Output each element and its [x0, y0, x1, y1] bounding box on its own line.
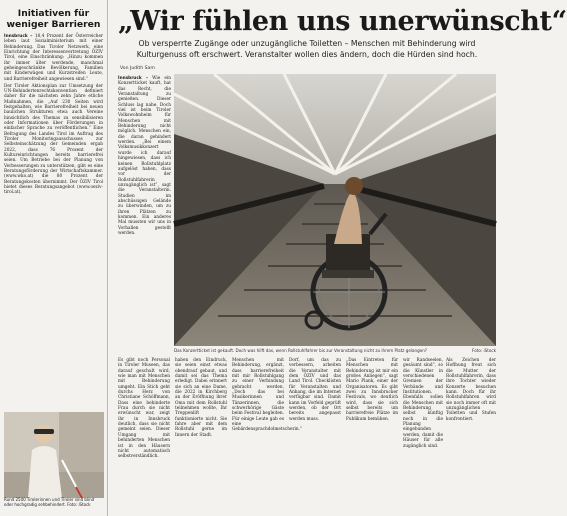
- article-column-5: Dorf, um das zu verbessern, arbeiten die Veranstalter mit dem ÖZIV und das Land Tirol. Checklisten für Veranstalten und Anhang, die im Internet verfügbar sind. Damit kann im Vorfeld geprüft werden, ob der Ort bereits angepasst werden muss.: [289, 358, 341, 422]
- article-byline: Von Judith Sam: [120, 66, 155, 71]
- main-photo-caption: [174, 348, 496, 353]
- sidebar-headline: Initiativen für weniger Barrieren: [6, 8, 101, 30]
- blind-person-photo: [4, 412, 104, 498]
- sidebar-photo-caption: Rund 2500 Tirolerinnen und Tiroler sind blind oder hochgradig sehbehindert. Foto: iStock: [4, 497, 95, 507]
- article-headline: „Wir fühlen uns unerwünscht“: [118, 6, 567, 37]
- article-column-1: Innsbruck – Wie ein Konzertticket kauft, hat das Recht, die Veranstaltung zu genießen. Dieser Schluss lag nahe. Doch viel ist beim Tiroler Volkswohnheim für Menschen mit Behinderung nicht möglich. Menschen ein, die daran gehindert werden. „Bei einem Volksmusikkonzert wurde ich darauf hingewiesen, dass ich keinen Rollstuhlplatz aufgelöst haben, dass vor der Rollstuhlfahrerin unzugänglich ist“, sagt die Veranstalterin. Studien im abschüssigen Gelände zu überwinden, um zu ihren Plätzen zu kommen. Ein anderes Mal mussten wir uns in Vorhallen gestellt werden.: [118, 76, 171, 236]
- article-column-3: haben den Eindruck, sie seien einst etwas obendrauf gebaut, und damit sei das Thema erledigt. Dabei erinnert sie sich an eine Dame, die 2022 in Kirchberg an der Eröffnung ihrer Oma mit dem Rollstuhl teilnehmen wollte, Ihr Treppenlift funktionierte nicht. Sie fahre aber mit dem Rollstuhl gerne im Innern der Stadt.: [175, 358, 227, 438]
- article-column-2: Es gibt noch Personal in Tiroler Museen, das darauf geschult wird, wie man mit Menschen mit Behinderung umgeht. Ein Stich geht durchs Herz von Christiane Schöffmann, Dass eine behinderte Frau durch sie nicht erwünscht war, zeigt ihr in Innsbruck deutlich, dass sie nicht gemeint seien. Dieser Umgang mit behinderten Menschen ist in den Häusern nicht automatisch selbstverständlich.: [118, 358, 170, 460]
- sidebar-paragraph: Der Tiroler Aktionsplan zur Umsetzung der UN-Behindertenrechtskonvention definiert daher für die nächsten zehn Jahre etliche Maßnahmen, die „Auf 230 Seiten wird festgehalten, wie Barrierefreiheit bei neuen baulichen Strukturen etwa auch Vereine hinsichtlich des Themas zu sensibilisieren oder Informationen über Förderungen in einfacher Sprache zu veröffentlichen.“ Eine Befragung des Landes Tirol im Auftrag des Tiroler Monitoringausschusses zur Selbsteinschätzung der Gemeinden ergab 2022, dass 76 Prozent der Kultureinrichtungen bereits barrierefrei seien. Um Betriebe bei der Planung von Verbesserungen zu unterstützen, gibt es eine Beratungsförderung der Wirtschaftskammer. (www.wko.at) die 80 Prozent der Beratungskosten übernimmt. Der ÖZIV Tirol bietet dieses Beratungsangebot (www.oeziv-tirol.at).: [4, 83, 103, 196]
- article-column-8: Als Zeichen der Hoffnung freut sich die Mutter der Rollstuhlfahrerin, dass ihre Tochter wieder Konzerte besuchen kann. Doch für ihr Rollstuhlfahren wird sie noch immer oft mit unzugänglichen Toiletten und Stufen konfrontiert.: [446, 358, 496, 422]
- main-photo: [174, 74, 496, 346]
- article-deck: Ob versperrte Zugänge oder unzugängliche Toiletten – Menschen mit Behinderung wird Kulturgenuss oft erschwert. Veranstalter wollen dies ändern, doch die Hürden sind hoch.: [136, 39, 478, 59]
- main-photo-credit: Foto: iStock: [472, 348, 496, 353]
- sidebar-body: [4, 34, 103, 196]
- wheelchair-escalator-photo: [174, 74, 496, 346]
- article-dateline: Innsbruck –: [118, 76, 149, 81]
- sidebar-paragraph: Innsbruck – 18,4 Prozent der Österreicher leben laut Sozialministerium mit einer Behinderung. Das Tiroler Netzwerk, eine Einrichtung der Interessenvertretung ÖZIV Tirol, eine Einschränkung: „Hinzu kommen ihr immer älter werdende, manchmal geheingeschränkte Bevölkerung, Familien mit Kinderwägen und Kurzstreifen Leute, und Barrierefreiheit angewiesen sind.“: [4, 34, 103, 82]
- main-photo-caption-text: Das Konzertticket ist gekauft. Doch was hilft das, wenn Rollstuhlfahrer bis zur Veranstaltung nicht zu ihrem Platz gelangen?: [174, 348, 427, 353]
- sidebar-dateline: Innsbruck –: [4, 34, 33, 39]
- sidebar-column: [0, 0, 108, 516]
- article-column-7: wir Randseelen, gesäumt sind“, so die Künstler in verschiedenen Gremien der Verbände und Institutionen. Ebenfalls sollen die Menschen mit Behinderung selbst künftig noch in die Planung eingebunden werden, damit die Häuser für alle zugänglich sind.: [403, 358, 443, 449]
- sidebar-photo: [4, 412, 104, 498]
- sidebar-photo-credit: Foto: iStock: [67, 501, 91, 507]
- article-column-6: „Das Eintreten für Menschen mit Behinderung ist mir ein großes Anliegen“, sagt Mario Plank, einer der Organisatoren. Es gibt zwei zu Innsbrucker Festivals, wo deutlich wird, dass sie sich selbst bereits um barrierefreie Plätze im Publikum bemühen.: [346, 358, 398, 422]
- article-column-4: Menschen mit Behinderung, ergänzt, dass barrierefreiheit mit mir Rollstuhlgang zu einer Verbindung gebracht werden. „Doch das bei Musikerinnen und Tänzerinnen, die schwerhörige Gäste beim Festival begleiten. Für einige Leute gab es eine Gebärdensprachdolmetscherin.“: [232, 358, 303, 433]
